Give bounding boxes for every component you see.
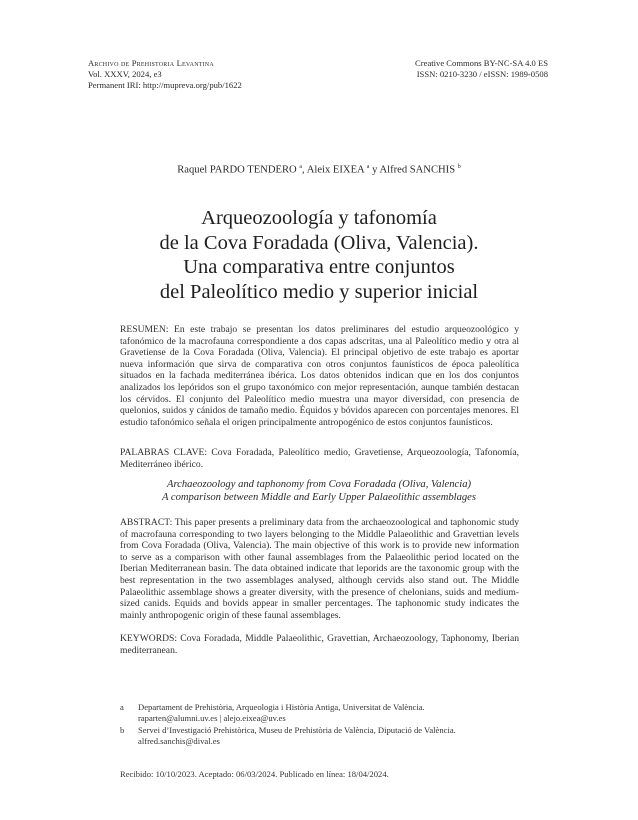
journal-header xyxy=(88,58,242,91)
author-name: Aleix EIXEA xyxy=(306,164,365,176)
note-letter: a xyxy=(120,702,124,712)
english-title xyxy=(60,478,578,504)
journal-name: Archivo de Prehistoria Levantina xyxy=(88,58,214,68)
title-line: del Paleolítico medio y superior inicial xyxy=(159,280,479,303)
title-line: Una comparativa entre conjuntos xyxy=(183,256,455,278)
keywords-spanish: PALABRAS CLAVE: Cova Foradada, Paleolítico medio, Gravetiense, Arqueozoología, Tafonomía, Mediterráneo ibérico. xyxy=(120,447,519,470)
journal-volume: Vol. XXXV, 2024, e3 xyxy=(88,69,162,79)
author-name: Alfred SANCHIS xyxy=(379,164,456,176)
author-list xyxy=(0,164,638,176)
note-affiliation: Servei d’Investigació Prehistòrica, Museu de Prehistòria de València, Diputació de València. xyxy=(138,725,456,735)
affiliation-mark: a xyxy=(366,164,370,170)
license-header xyxy=(415,58,548,80)
title-line: de la Cova Foradada (Oliva, Valencia). xyxy=(159,231,479,254)
affiliation-note xyxy=(120,725,520,747)
affiliation-mark: a xyxy=(299,164,303,170)
license-text: Creative Commons BY-NC-SA 4.0 ES xyxy=(415,58,548,68)
author-name: Raquel PARDO TENDERO xyxy=(177,164,297,176)
abstract-spanish: RESUMEN: En este trabajo se presentan los datos preliminares del estudio arqueozoológico y tafonómico de la macrofauna correspondiente a dos capas adscritas, una al Paleolítico medio y otra al Gravetiense de la Cova Foradada (Oliva, Valencia). El principal objetivo de este trabajo es aportar nueva información que sirva de comparativa con otros conjuntos faunísticos de época paleolítica situados en la fachada mediterránea ibérica. Los datos obtenidos indican que en los dos conjuntos analizados los lepóridos son el grupo taxonómico con mejor representación, aunque también destacan los cérvidos. El conjunto del Paleolítico medio muestra una mayor diversidad, con presencia de quelonios, suidos y cánidos de tamaño medio. Équidos y bóvidos aparecen con porcentajes menores. El estudio tafonómico señala el origen principalmente antropogénico de estos conjuntos faunísticos. xyxy=(120,324,519,428)
english-title-line: Archaeozoology and taphonomy from Cova Foradada (Oliva, Valencia) xyxy=(166,479,472,490)
title-line: Arqueozoología y tafonomía xyxy=(201,207,437,229)
keywords-english: KEYWORDS: Cova Foradada, Middle Palaeolithic, Gravettian, Archaeozoology, Taphonomy, Iberian mediterranean. xyxy=(120,633,519,656)
permanent-iri[interactable]: Permanent IRI: http://mupreva.org/pub/1622 xyxy=(88,80,242,90)
affiliation-notes xyxy=(120,702,520,748)
publication-dates: Recibido: 10/10/2023. Aceptado: 06/03/2024. Publicado en línea: 18/04/2024. xyxy=(120,769,389,779)
affiliation-note xyxy=(120,702,520,724)
abstract-english: ABSTRACT: This paper presents a preliminary data from the archaeozoological and taphonomic study of macrofauna corresponding to two layers belonging to the Middle Palaeolithic and Gravettian levels from Cova Foradada (Oliva, Valencia). The main objective of this work is to provide new information to serve as a comparison with other faunal assemblages from the Palaeolithic period located on the Iberian Mediterranean basin. The data obtained indicate that leporids are the taxonomic group with the best representation in the two assemblages analysed, although cervids also stand out. The Middle Palaeolithic assemblage shows a greater diversity, with the presence of chelonians, suids and medium-sized canids. Equids and bovids appear in smaller percentages. The taphonomic study indicates the mainly anthropogenic origin of these faunal assemblages. xyxy=(120,517,519,621)
note-affiliation: Departament de Prehistòria, Arqueologia i Història Antiga, Universitat de València. xyxy=(138,702,425,712)
affiliation-mark: b xyxy=(457,164,461,170)
author-separator: , xyxy=(302,164,307,176)
issn-text: ISSN: 0210-3230 / eISSN: 1989-0508 xyxy=(416,69,548,79)
note-emails[interactable]: alfred.sanchis@dival.es xyxy=(138,736,220,746)
note-emails[interactable]: raparten@alumni.uv.es | alejo.eixea@uv.es xyxy=(138,713,286,723)
author-separator: y xyxy=(369,164,380,176)
note-letter: b xyxy=(120,725,125,735)
paper-title xyxy=(40,206,598,304)
english-subtitle-line: A comparison between Middle and Early Upper Palaeolithic assemblages xyxy=(161,492,477,503)
